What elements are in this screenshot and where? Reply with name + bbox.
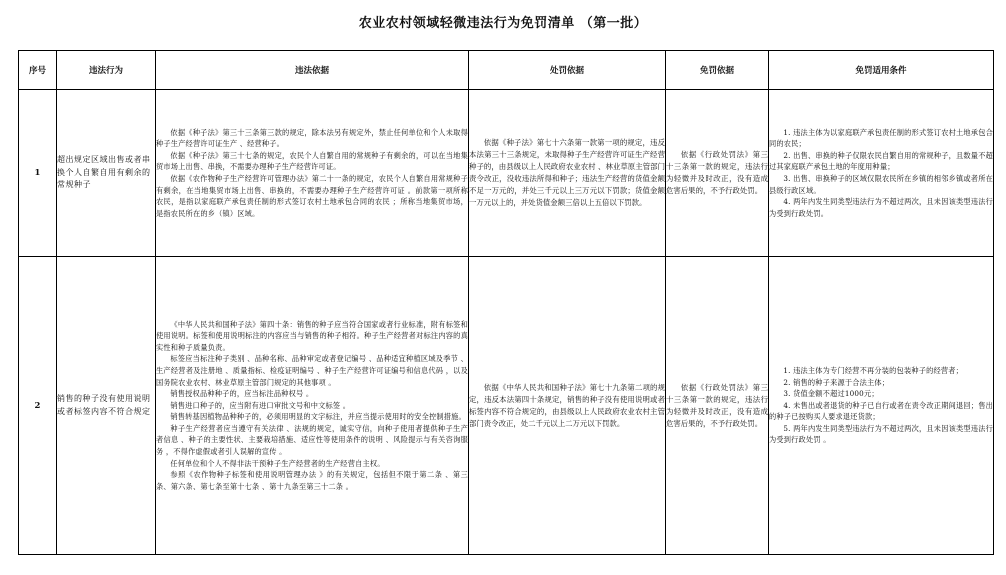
condition-item: 5. 两年内发生同类型违法行为不超过两次，且未因该类型违法行为受到行政处罚 。 [769,423,993,445]
header-row [19,51,994,90]
basis-paragraph: 销售转基因植物品种种子的，必须用明显的文字标注，并应当提示使用时的安全控制措施。 [170,412,466,422]
condition-item: 1. 违法主体为以家庭联产承包责任制的形式签订农村土地承包合同的农民； [769,127,993,149]
violation-act: 超出规定区域出售或者串换个人自繁自用有剩余的常规种子 [57,90,156,257]
violation-act: 销售的种子没有使用说明或者标签内容不符合规定 [57,257,156,555]
condition-item: 4. 未售出或者退货的种子已自行或者在责令改正期间退回；售出的种子已按购买人要求退还货款； [769,400,993,422]
header-conditions: 免罚适用条件 [769,51,994,90]
basis-paragraph: 依据《种子法》第三十三条第三款的规定，除本法另有规定外，禁止任何单位和个人未取得种子生产经营许可证生产 、经营种子。 [156,127,468,149]
exempt-paragraph: 依据《行政处罚法》第三十三条第一款的规定，违法行为轻微并及时改正，没有造成危害后果的，不予行政处罚。 [666,150,768,195]
basis-paragraph: 任何单位和个人不得非法干预种子生产经营者的生产经营自主权。 [170,458,385,468]
basis-paragraph: 标签应当标注种子类别 、品种名称、品种审定或者登记编号 、品种适宜种植区域及季节 、生产经营者及注册地 、质量指标、检疫证明编号 、种子生产经营许可证编号和信息代码 ，以及国务院农业农村、林业草原主管部门规定的其他事项 。 [156,354,468,387]
condition-item: 4. 两年内发生同类型违法行为不超过两次，且未因该类型违法行为受到行政处罚。 [769,197,993,218]
row-number: 1 [19,90,57,257]
penalty-paragraph: 依据《种子法》第七十六条第一款第一项的规定，违反本法第三十三条规定，未取得种子生产经营许可证生产经营种子的，由县级以上人民政府农业农村 、林业草原主管部门责令改正，没收违法所得和种子；违法生产经营的货值金额不足一万元的，并处三千元以上三万元以下罚款；货值金额一万元以上的，并处货值金额三倍以上五倍以下罚款。 [469,138,665,207]
header-exempt: 免罚依据 [666,51,769,90]
penalty-basis [469,257,666,555]
exempt-conditions [769,90,994,257]
condition-item: 1. 违法主体为专门经营不再分装的包装种子的经营者； [783,365,964,375]
penalty-basis [469,90,666,257]
exempt-conditions [769,257,994,555]
exempt-basis [666,257,769,555]
condition-item: 3. 出售、串换种子的区域仅限农民所在乡镇的相邻乡镇或者所在县级行政区域。 [769,174,993,195]
row-number: 2 [19,257,57,555]
basis-paragraph: 依据《种子法》第三十七条的规定，农民个人自繁自用的常规种子有剩余的，可以在当地集贸市场上出售、串换，不需要办理种子生产经营许可证。 [156,150,468,172]
violation-basis [156,257,469,555]
condition-item: 3. 货值金额不超过1000元； [783,389,879,399]
basis-paragraph: 依据《农作物种子生产经营许可管理办法》第二十一条的规定，农民个人自繁自用常规种子有剩余，在当地集贸市场上出售、串换的，不需要办理种子生产经营许可证 。前款第一项所称农民，是指以家庭联产承包责任制的形式签订农村土地承包合同的农民 ；所称当地集贸市场，是指农民所在的乡（镇）区域。 [156,174,468,218]
basis-paragraph: 参照《农作物种子标签和使用说明管理办法 》的有关规定，包括但不限于第二条 、第三条、第六条、第七条至第十七条 、第十九条至第三十二条 。 [156,470,468,491]
condition-item: 2. 出售、串换的种子仅限农民自繁自用的常规种子，且数量不超过其家庭联产承包土地的年度用种量； [769,150,993,172]
table-row [19,90,994,257]
condition-item: 2. 销售的种子来源于合法主体； [783,377,890,387]
table-row [19,257,994,555]
header-penalty: 处罚依据 [469,51,666,90]
document-title: 农业农村领域轻微违法行为免罚清单 （第一批） [358,16,648,31]
violation-basis [156,90,469,257]
basis-paragraph: 销售授权品种种子的，应当标注品种权号 。 [170,389,314,399]
penalty-paragraph: 依据《中华人民共和国种子法》第七十九条第二项的规定，违反本法第四十条规定，销售的种子没有使用说明或者标签内容不符合规定的，由县级以上人民政府农业农村主管部门责令改正，处二千元以上二万元以下罚款。 [469,382,665,428]
header-num: 序号 [19,51,57,90]
basis-paragraph: 《中华人民共和国种子法》第四十条：销售的种子应当符合国家或者行业标准，附有标签和使用说明。标签和使用说明标注的内容应当与销售的种子相符。种子生产经营者对标注内容的真实性和种子质量负责。 [156,319,468,352]
exempt-paragraph: 依据《行政处罚法》第三十三条第一款的规定，违法行为轻微并及时改正，没有造成危害后果的，不予行政处罚。 [666,382,768,428]
basis-paragraph: 种子生产经营者应当遵守有关法律 、法规的规定，诚实守信，向种子使用者提供种子生产者信息 、种子的主要性状、主要栽培措施、适应性等使用条件的说明 、风险提示与有关咨询服务 ，不得作虚假或者引人误解的宣传 。 [156,423,468,457]
exemption-table [18,50,994,555]
basis-paragraph: 销售进口种子的，应当附有进口审批文号和中文标签 。 [170,400,351,410]
exempt-basis [666,90,769,257]
header-basis: 违法依据 [156,51,469,90]
header-act: 违法行为 [57,51,156,90]
